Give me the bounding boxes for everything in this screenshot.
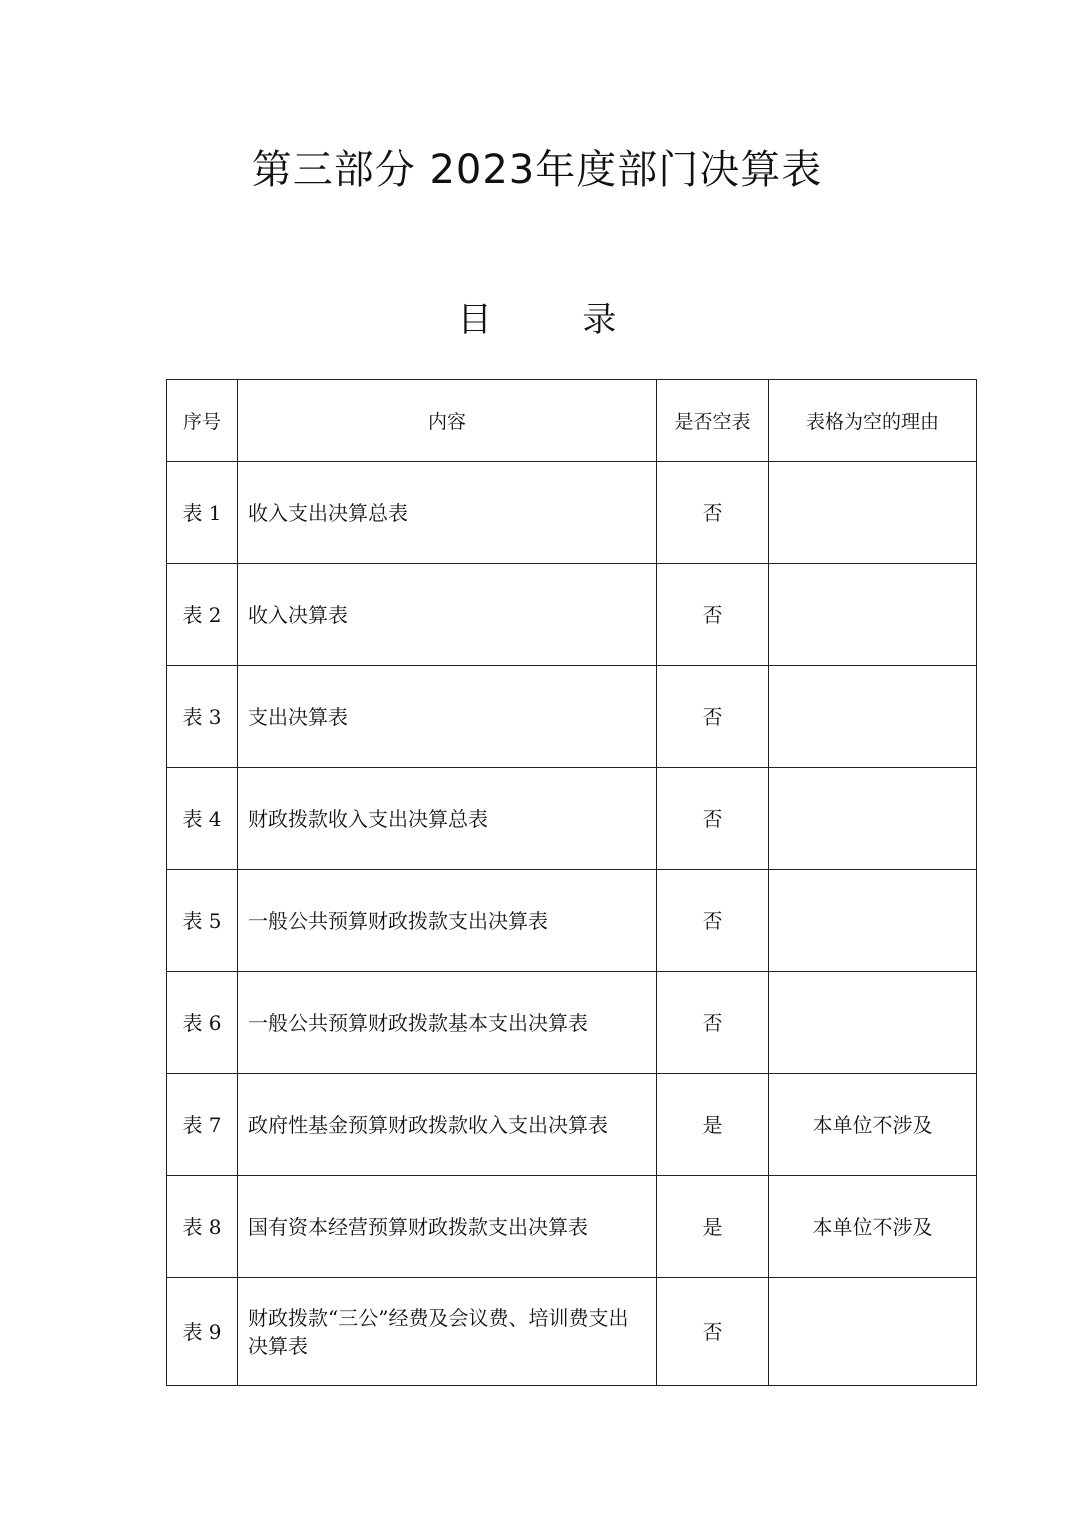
- row-content: 收入决算表: [238, 564, 657, 666]
- row-is-empty: 否: [657, 972, 769, 1074]
- row-empty-reason: [769, 462, 977, 564]
- row-is-empty: 否: [657, 666, 769, 768]
- row-is-empty: 否: [657, 1278, 769, 1386]
- table-row: [167, 870, 977, 972]
- header-content: 内容: [238, 380, 657, 462]
- header-is-empty: 是否空表: [657, 380, 769, 462]
- row-content: 一般公共预算财政拨款基本支出决算表: [238, 972, 657, 1074]
- page-title: 第三部分 2023年度部门决算表: [251, 147, 823, 193]
- row-empty-reason: 本单位不涉及: [769, 1074, 977, 1176]
- table-row: [167, 666, 977, 768]
- row-empty-reason: [769, 1278, 977, 1386]
- header-number: 序号: [167, 380, 238, 462]
- table-header-row: [167, 380, 977, 462]
- row-is-empty: 否: [657, 462, 769, 564]
- table-row: [167, 1074, 977, 1176]
- header-empty-reason: 表格为空的理由: [769, 380, 977, 462]
- row-content: 国有资本经营预算财政拨款支出决算表: [238, 1176, 657, 1278]
- row-empty-reason: [769, 666, 977, 768]
- table-row: [167, 768, 977, 870]
- row-content: 政府性基金预算财政拨款收入支出决算表: [238, 1074, 657, 1176]
- row-empty-reason: [769, 564, 977, 666]
- row-content: 一般公共预算财政拨款支出决算表: [238, 870, 657, 972]
- row-number: 表 3: [167, 666, 238, 768]
- row-is-empty: 否: [657, 870, 769, 972]
- row-empty-reason: [769, 768, 977, 870]
- toc-table: [166, 379, 977, 1386]
- row-content: 收入支出决算总表: [238, 462, 657, 564]
- row-number: 表 1: [167, 462, 238, 564]
- row-content: 财政拨款“三公”经费及会议费、培训费支出决算表: [238, 1278, 657, 1386]
- row-number: 表 9: [167, 1278, 238, 1386]
- row-number: 表 8: [167, 1176, 238, 1278]
- table-row: [167, 1278, 977, 1386]
- row-empty-reason: [769, 972, 977, 1074]
- row-number: 表 2: [167, 564, 238, 666]
- row-is-empty: 否: [657, 768, 769, 870]
- table-row: [167, 972, 977, 1074]
- table-row: [167, 462, 977, 564]
- row-number: 表 5: [167, 870, 238, 972]
- row-is-empty: 否: [657, 564, 769, 666]
- row-is-empty: 是: [657, 1074, 769, 1176]
- toc-heading: 目 录: [457, 300, 657, 340]
- row-empty-reason: 本单位不涉及: [769, 1176, 977, 1278]
- table-row: [167, 1176, 977, 1278]
- table-row: [167, 564, 977, 666]
- row-is-empty: 是: [657, 1176, 769, 1278]
- row-empty-reason: [769, 870, 977, 972]
- row-number: 表 4: [167, 768, 238, 870]
- row-content: 支出决算表: [238, 666, 657, 768]
- row-number: 表 7: [167, 1074, 238, 1176]
- row-number: 表 6: [167, 972, 238, 1074]
- row-content: 财政拨款收入支出决算总表: [238, 768, 657, 870]
